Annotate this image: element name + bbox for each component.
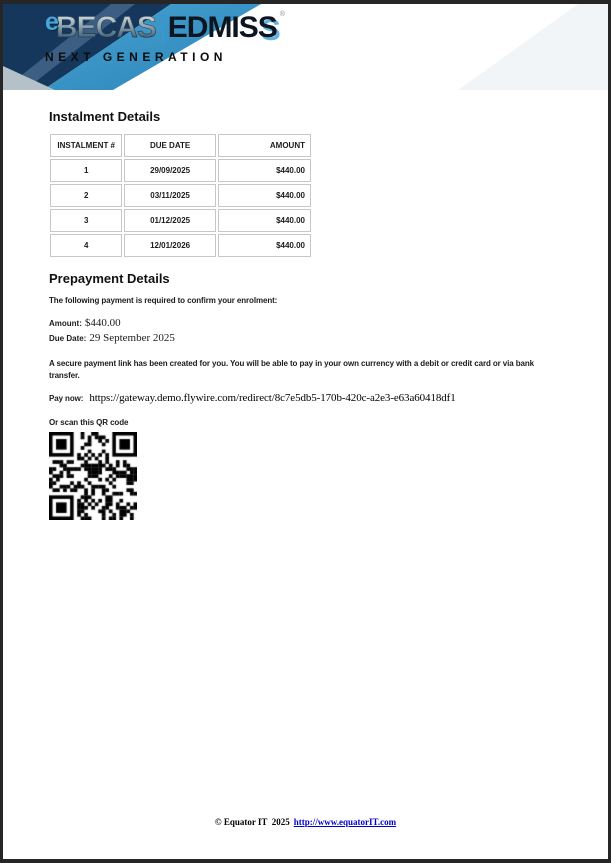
amount-line — [49, 315, 563, 330]
amount-label: Amount: — [49, 319, 82, 328]
logo-edmiss-last-s: S — [257, 11, 278, 44]
prepayment-intro-text: The following payment is required to confirm your enrolment: — [49, 296, 278, 305]
table-cell: 01/12/2025 — [124, 209, 215, 232]
copyright-text: © Equator IT 2025 — [214, 817, 290, 827]
table-cell: 2 — [50, 184, 122, 207]
registered-trademark-icon: ® — [279, 11, 285, 18]
table-cell: $440.00 — [218, 234, 311, 257]
amount-value: $440.00 — [84, 317, 121, 329]
logo-e-glyph: e — [45, 8, 59, 36]
due-date-label: Due Date: — [49, 334, 87, 343]
instalment-details-title: Instalment Details — [49, 109, 161, 124]
logo-becas-text: BECAS — [55, 11, 156, 44]
pay-now-label: Pay now: — [49, 394, 84, 403]
instalments-table — [48, 132, 313, 259]
table-row — [50, 184, 311, 207]
table-cell: 29/09/2025 — [124, 159, 215, 182]
column-header-instalment: INSTALMENT # — [50, 134, 122, 157]
table-row — [50, 209, 311, 232]
ebecas-edmiss-logo — [45, 8, 285, 64]
instalments-table-body — [50, 159, 311, 257]
logo-wordmark — [45, 8, 285, 44]
table-cell: 4 — [50, 234, 122, 257]
due-date-value: 29 September 2025 — [89, 332, 175, 344]
logo-tagline: NEXT GENERATION — [45, 50, 227, 64]
table-cell: 3 — [50, 209, 122, 232]
table-cell: 12/01/2026 — [124, 234, 215, 257]
table-row — [50, 159, 311, 182]
prepayment-details-title: Prepayment Details — [49, 271, 170, 286]
document-body — [3, 109, 608, 520]
pay-now-line — [49, 392, 563, 405]
payment-summary — [49, 315, 563, 345]
table-cell: $440.00 — [218, 209, 311, 232]
brand-header — [3, 4, 608, 90]
qr-caption: Or scan this QR code — [49, 418, 129, 427]
payment-link[interactable]: https://gateway.demo.flywire.com/redirect/8c7e5db5-170b-420c-a2e3-e63a60418df1 — [89, 392, 456, 404]
qr-code — [49, 432, 137, 520]
column-header-due-date: DUE DATE — [124, 134, 215, 157]
instalments-table-header — [50, 134, 311, 157]
secure-payment-note: A secure payment link has been created for you. You will be able to pay in your own currency with a debit or credit card or via bank transfer. — [49, 359, 535, 380]
logo-separator-bar: | — [158, 12, 167, 43]
table-cell: 1 — [50, 159, 122, 182]
table-cell: $440.00 — [218, 159, 311, 182]
due-date-line — [49, 330, 563, 345]
table-row — [50, 234, 311, 257]
footer-link[interactable]: http://www.equatorIT.com — [293, 817, 397, 827]
table-cell: 03/11/2025 — [124, 184, 215, 207]
table-cell: $440.00 — [218, 184, 311, 207]
column-header-amount: AMOUNT — [218, 134, 311, 157]
page-footer — [3, 817, 608, 827]
logo-edmiss-text: EDMIS — [167, 11, 258, 44]
